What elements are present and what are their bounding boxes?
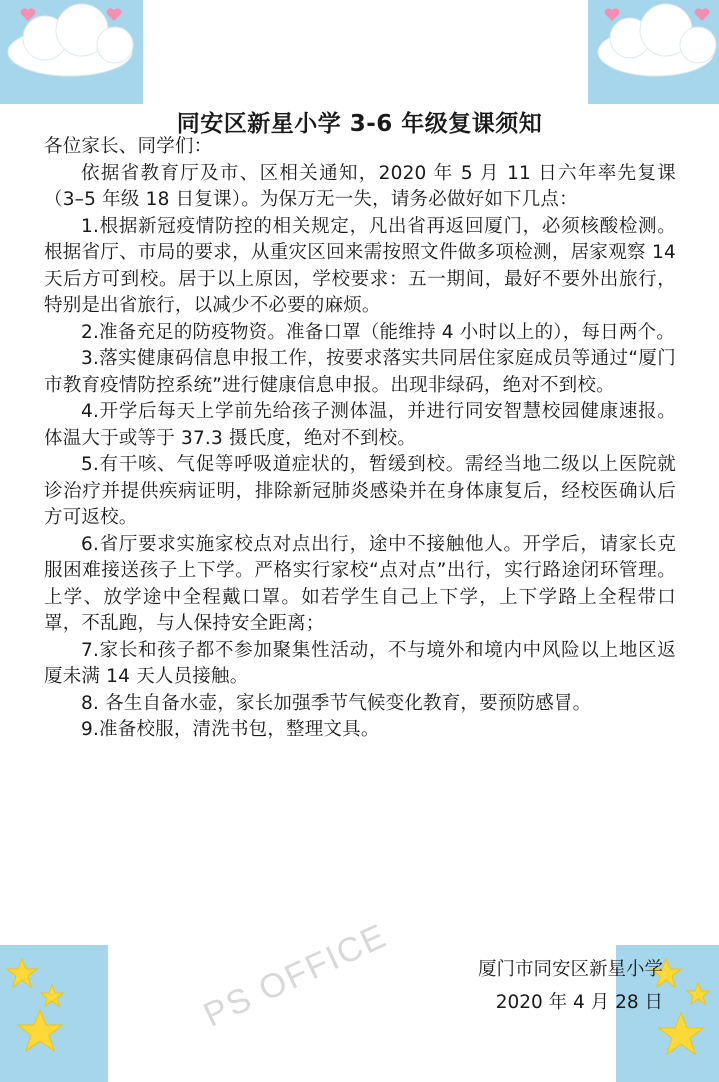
item-paragraph: 3.落实健康码信息申报工作，按要求落实共同居住家庭成员等通过“厦门市教育疫情防控系统”进行健康信息申报。出现非绿码，绝对不到校。 <box>44 348 676 396</box>
star-cluster-icon <box>0 955 108 1082</box>
heart-icon <box>106 8 122 22</box>
item-paragraph: 7.家长和孩子都不参加聚集性活动，不与境外和境内中风险以上地区返厦未满 14 天人员接触。 <box>44 639 676 687</box>
item-paragraph: 2.准备充足的防疫物资。准备口罩（能维持 4 小时以上的），每日两个。 <box>81 321 675 343</box>
signature-block <box>478 953 663 1019</box>
item-paragraph: 9.准备校服，清洗书包，整理文具。 <box>81 719 380 740</box>
item-paragraph: 8. 各生自备水壶，家长加强季节气候变化教育，要预防感冒。 <box>81 692 592 714</box>
watermark-text: PS OFFICE <box>198 916 394 1035</box>
signature-org: 厦门市同安区新星小学 <box>477 959 663 980</box>
item-paragraph: 1.根据新冠疫情防控的相关规定，凡出省再返回厦门，必须核酸检测。根据省厅、市局的要求，从重灾区回来需按照文件做多项检测，居家观察 14 天后方可到校。居于以上原因，学校要求：五一期间，最好不要外出旅行，特别是出省旅行，以减少不必要的麻烦。 <box>44 215 676 316</box>
heart-icon <box>604 8 620 22</box>
item-paragraph: 5.有干咳、气促等呼吸道症状的，暂缓到校。需经当地二级以上医院就诊治疗并提供疾病证明，排除新冠肺炎感染并在身体康复后，经校医确认后方可返校。 <box>44 454 676 528</box>
greeting: 各位家长、同学们： <box>44 136 213 157</box>
intro-paragraph: 依据省教育厅及市、区相关通知，2020 年 5 月 11 日六年率先复课（3–5 年级 18 日复课）。为保万无一失，请务必做好如下几点： <box>44 162 676 210</box>
notice-body <box>44 134 676 744</box>
heart-icon <box>694 8 710 22</box>
heart-icon <box>20 8 36 22</box>
item-paragraph: 4.开学后每天上学前先给孩子测体温，并进行同安智慧校园健康速报。体温大于或等于 37.3 摄氏度，绝对不到校。 <box>44 401 676 449</box>
item-paragraph: 6.省厅要求实施家校点对点出行，途中不接触他人。开学后，请家长克服困难接送孩子上下学。严格实行家校“点对点”出行，实行路途闭环管理。上学、放学途中全程戴口罩。如若学生自己上下学，上下学路上全程带口罩，不乱跑，与人保持安全距离； <box>44 533 676 634</box>
page-title: 同安区新星小学 3-6 年级复课须知 <box>176 111 543 138</box>
signature-date: 2020 年 4 月 28 日 <box>495 992 663 1013</box>
